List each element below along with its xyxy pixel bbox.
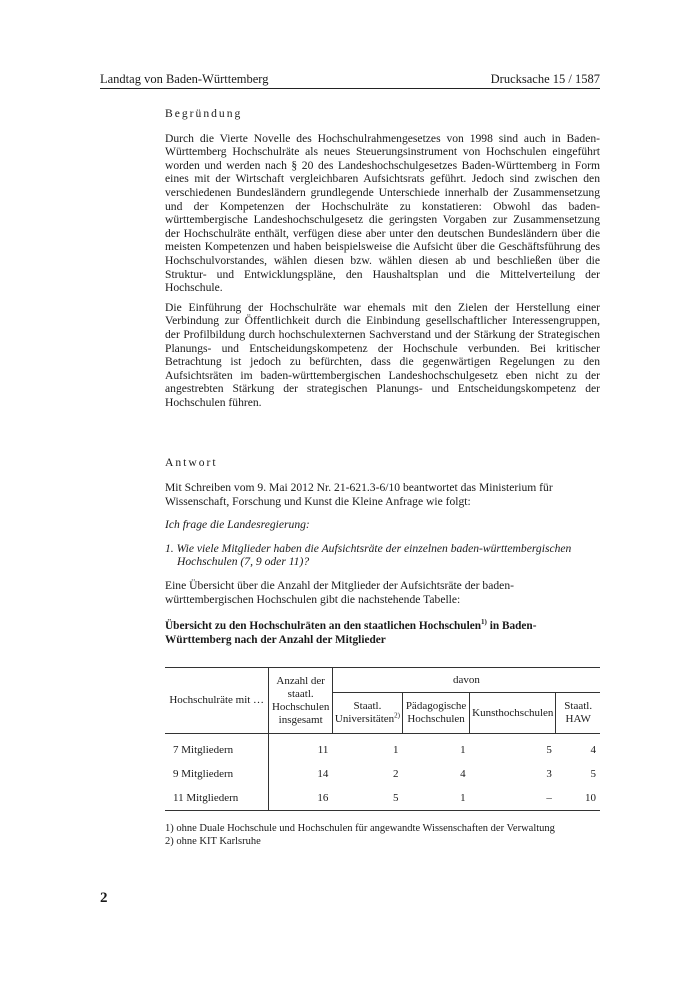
- cell-uni: 1: [392, 743, 399, 756]
- table-row: [165, 734, 600, 763]
- cell-haw: 4: [590, 743, 596, 756]
- question-1: [165, 542, 600, 569]
- col-header-ph: Pädagogische Hochschulen: [402, 693, 469, 734]
- header-document-number: Drucksache 15 / 1587: [490, 72, 600, 86]
- cell-kunst: 3: [546, 767, 552, 780]
- begruendung-heading: Begründung: [165, 107, 243, 120]
- answer-text: Eine Übersicht über die Anzahl der Mitglieder der Aufsichtsräte der baden-württembergischen Hochschulen gibt die nachstehende Tabelle:: [165, 579, 514, 606]
- begruendung-paragraph-2: Die Einführung der Hochschulräte war ehemals mit den Zielen der Herstellung einer Verbindung zur Öffentlichkeit durch die Einbindung gesellschaftlicher Interessengruppen, der Profilbildung durch hochschulexternen Sachverstand und der Stärkung der Strategischen Planungs- und Entscheidungskompetenz der Hochschule verbunden. Bei kritischer Betrachtung ist jedoch zu befürchten, dass die gegenwärtigen Regelungen zu den Aufsichtsräten im baden-württembergischen Landeshochschulgesetz eben nicht zu der angestrebten Stärkung der strategischen Planungs- und Entscheidungskompetenz der Hochschulen führen.: [165, 300, 600, 409]
- page-header: [100, 70, 600, 89]
- table-row: [165, 786, 600, 811]
- header-parliament: Landtag von Baden-Württemberg: [100, 72, 269, 86]
- cell-uni: 5: [392, 791, 399, 804]
- page-number: 2: [100, 890, 108, 906]
- cell-total: 16: [269, 786, 332, 811]
- hochschulraete-table: [165, 667, 600, 811]
- cell-haw: 10: [585, 791, 596, 804]
- cell-kunst: –: [546, 791, 552, 804]
- cell-haw: 5: [590, 767, 596, 780]
- footnote-2: 2) ohne KIT Karlsruhe: [165, 836, 261, 848]
- document-body: [165, 107, 600, 848]
- col-header-total: Anzahl der staatl. Hochschulen insgesamt: [269, 668, 332, 734]
- col-header-haw: Staatl. HAW: [556, 693, 600, 734]
- cell-ph: 1: [460, 743, 466, 756]
- cell-total: 11: [269, 734, 332, 763]
- cell-uni: 2: [392, 767, 399, 780]
- footnote-1: 1) ohne Duale Hochschule und Hochschulen für angewandte Wissenschaften der Verwaltung: [165, 823, 555, 835]
- question-text: Wie viele Mitglieder haben die Aufsichtsräte der einzelnen baden-württembergischen Hochschulen (7, 9 oder 11)?: [176, 541, 572, 569]
- col-header-uni: Staatl. Universitäten$^{2)}$: [332, 693, 402, 734]
- cell-ph: 4: [460, 767, 466, 780]
- row-label: 7 Mitgliedern: [173, 743, 234, 756]
- antwort-heading: Antwort: [165, 456, 218, 470]
- cell-total: 14: [269, 762, 332, 786]
- begruendung-paragraph-1: Durch die Vierte Novelle des Hochschulrahmengesetzes von 1998 sind auch in Baden-Württemberg Hochschulräte als neues Steuerungsinstrument von Hochschulen eingeführt worden und werden nach § 20 des Landeshochschulgesetzes Baden-Württemberg in Form eines mit der Wirtschaft vergleichbaren Aufsichtsrats geführt. Jedoch sind zwischen den verschiedenen Bundesländern grundlegende Unterschiede innerhalb der Zusammensetzung und der Kompetenzen der Hochschulräte zu konstatieren: Obwohl das baden-württembergische Landeshochschulgesetz die geringsten Vorgaben zur Zusammensetzung der Hochschulräte enthält, verfügen diese aber unter den deutschen Bundesländern über die meisten Kompetenzen und haben beispielsweise die Aufsicht über die Geschäftsführung des Hochschulvorstandes, wählen diesen bzw. wählen diesen ab und beschließen über die Struktur- und Entwicklungspläne, den Haushaltsplan und die Mittelverteilung der Hochschule.: [165, 131, 600, 295]
- col-header-first: Hochschulräte mit …: [165, 668, 269, 734]
- table-footnotes: [165, 822, 600, 848]
- antwort-intro: Mit Schreiben vom 9. Mai 2012 Nr. 21-621.3-6/10 beantwortet das Ministerium für Wissenschaft, Forschung und Kunst die Kleine Anfrage wie folgt:: [165, 481, 553, 508]
- row-label: 9 Mitgliedern: [173, 767, 234, 780]
- antwort-ask: Ich frage die Landesregierung:: [165, 518, 310, 532]
- row-label: 11 Mitgliedern: [173, 791, 239, 804]
- question-number: 1.: [165, 541, 174, 555]
- cell-ph: 1: [460, 791, 466, 804]
- table-row: [165, 762, 600, 786]
- cell-kunst: 5: [546, 743, 552, 756]
- table-title-footnote-mark: 1): [481, 618, 487, 627]
- col-header-kunst: Kunsthochschulen: [470, 693, 556, 734]
- col-header-davon: davon: [332, 668, 600, 693]
- table-title: Übersicht zu den Hochschulräten an den staatlichen Hochschulen$^{1)}$ in Baden-Württemberg nach der Anzahl der Mitglieder: [165, 618, 537, 646]
